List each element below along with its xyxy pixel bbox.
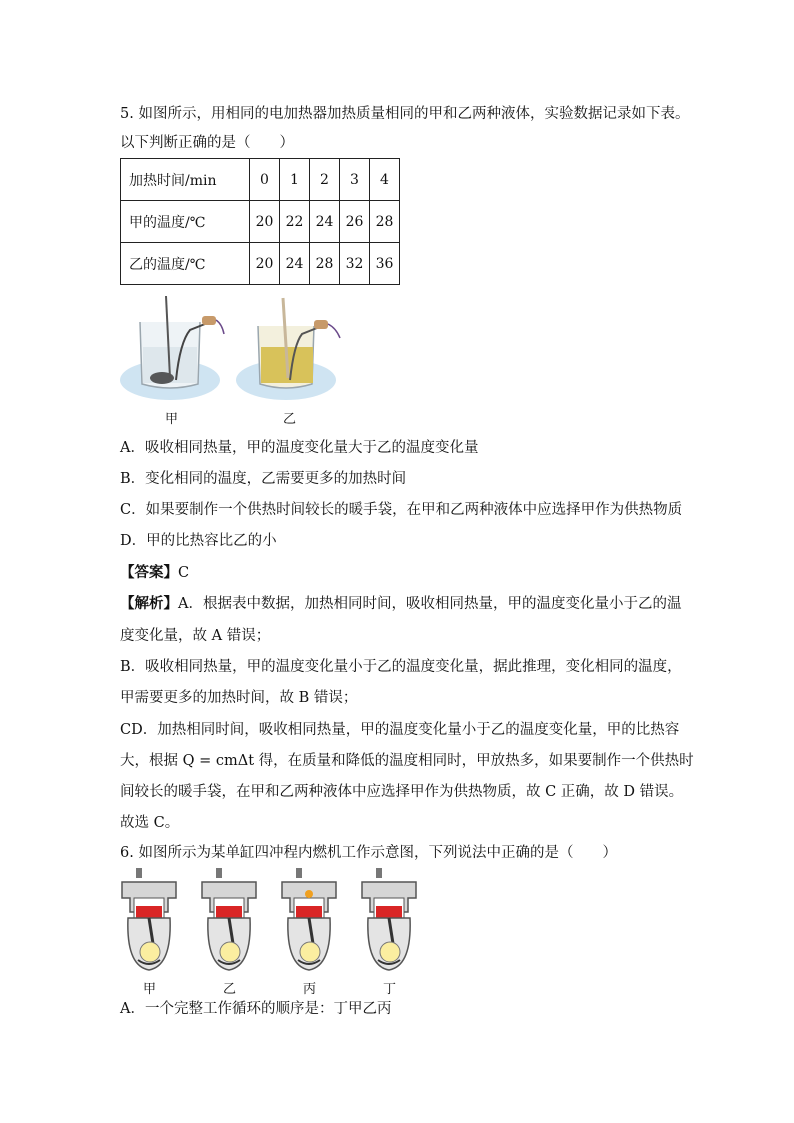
q5-analysis-line8: 故选 C。 — [120, 815, 180, 831]
q5-stem-line2: 以下判断正确的是（ ） — [120, 135, 294, 151]
q5-analysis-line1 — [120, 594, 681, 614]
q5-option-b: B．变化相同的温度，乙需要更多的加热时间 — [120, 471, 407, 487]
table-cell: 32 — [340, 243, 370, 285]
table-header-cell: 加热时间/min — [121, 159, 250, 201]
q5-data-table — [120, 158, 400, 285]
table-row — [121, 201, 400, 243]
table-cell: 1 — [280, 159, 310, 201]
engine-figure — [118, 868, 418, 976]
q5-analysis-line2: 度变化量，故 A 错误； — [120, 628, 271, 644]
table-row — [121, 159, 400, 201]
q5-option-c: C．如果要制作一个供热时间较长的暖手袋，在甲和乙两种液体中应选择甲作为供热物质 — [120, 502, 683, 518]
table-cell: 2 — [310, 159, 340, 201]
engine-label-yi: 乙 — [223, 982, 237, 997]
table-cell: 22 — [280, 201, 310, 243]
table-cell: 24 — [310, 201, 340, 243]
table-cell: 36 — [370, 243, 400, 285]
figure-label-jia: 甲 — [165, 412, 179, 427]
figure-label-yi: 乙 — [283, 412, 297, 427]
beaker-figure — [118, 292, 358, 404]
q5-analysis-line3: B．吸收相同热量，甲的温度变化量小于乙的温度变化量，据此推理，变化相同的温度， — [120, 659, 682, 675]
engine-yi — [202, 868, 256, 970]
engine-label-bing: 丙 — [303, 982, 317, 997]
q5-option-d: D．甲的比热容比乙的小 — [120, 533, 277, 549]
table-cell: 28 — [310, 243, 340, 285]
q5-analysis-line4: 甲需要更多的加热时间，故 B 错误； — [120, 690, 358, 706]
table-header-cell: 甲的温度/℃ — [121, 201, 250, 243]
table-cell: 28 — [370, 201, 400, 243]
table-cell: 24 — [280, 243, 310, 285]
q5-stem-line1: 5. 如图所示，用相同的电加热器加热质量相同的甲和乙两种液体，实验数据记录如下表。 — [120, 106, 690, 122]
engine-jia — [122, 868, 176, 970]
q6-option-a: A．一个完整工作循环的顺序是：丁甲乙丙 — [120, 1001, 392, 1017]
analysis-text: A．根据表中数据，加热相同时间，吸收相同热量，甲的温度变化量小于乙的温 — [178, 596, 682, 612]
answer-value: C — [178, 565, 190, 581]
q5-analysis-line5: CD．加热相同时间，吸收相同热量，甲的温度变化量小于乙的温度变化量，甲的比热容 — [120, 722, 680, 738]
table-cell: 26 — [340, 201, 370, 243]
q5-analysis-line6: 大，根据 Q = cmΔt 得，在质量和降低的温度相同时，甲放热多，如果要制作一个供热时 — [120, 753, 694, 769]
table-cell: 4 — [370, 159, 400, 201]
table-cell: 0 — [250, 159, 280, 201]
table-header-cell: 乙的温度/℃ — [121, 243, 250, 285]
table-cell: 20 — [250, 201, 280, 243]
engine-ding — [362, 868, 416, 970]
table-cell: 3 — [340, 159, 370, 201]
q5-analysis-line7: 间较长的暖手袋，在甲和乙两种液体中应选择甲作为供热物质，故 C 正确，故 D 错误。 — [120, 784, 684, 800]
table-cell: 20 — [250, 243, 280, 285]
analysis-label: 【解析】 — [120, 595, 178, 612]
engine-bing — [282, 868, 336, 970]
engine-label-ding: 丁 — [383, 982, 397, 997]
table-row — [121, 243, 400, 285]
q5-answer — [120, 563, 189, 583]
engine-label-jia: 甲 — [143, 982, 157, 997]
answer-label: 【答案】 — [120, 564, 178, 581]
q6-stem: 6. 如图所示为某单缸四冲程内燃机工作示意图，下列说法中正确的是（ ） — [120, 845, 617, 861]
q5-option-a: A．吸收相同热量，甲的温度变化量大于乙的温度变化量 — [120, 440, 479, 456]
